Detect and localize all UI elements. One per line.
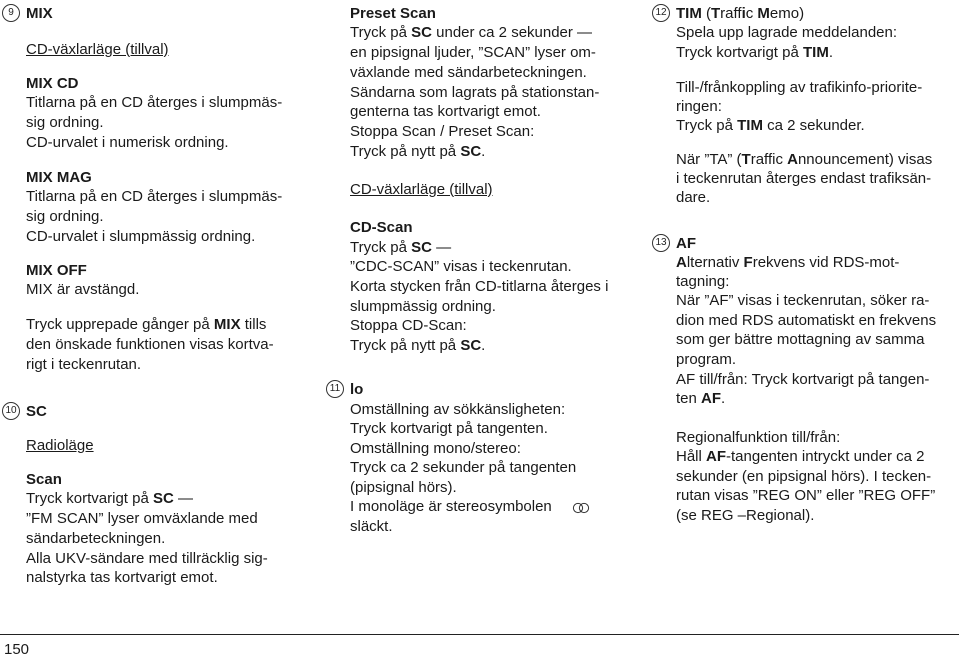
af-line: dion med RDS automatiskt en frekvens bbox=[676, 312, 937, 329]
mix-press-line: den önskade funktionen visas kortva- bbox=[26, 336, 274, 353]
key-sc: SC bbox=[411, 24, 432, 41]
text: TIM bbox=[676, 5, 702, 22]
preset-line bbox=[350, 142, 485, 161]
text: raff bbox=[720, 5, 742, 22]
text: . bbox=[481, 337, 486, 354]
text: . bbox=[828, 44, 833, 61]
text: under ca 2 sekunder — bbox=[431, 24, 593, 41]
item-9-title: MIX bbox=[26, 5, 53, 22]
cd-scan-line: ”CDC-SCAN” visas i teckenrutan. bbox=[350, 258, 572, 275]
key-sc: SC bbox=[460, 143, 482, 160]
af-line: rutan visas ”REG ON” eller ”REG OFF” bbox=[676, 487, 936, 504]
scan-heading: Scan bbox=[26, 471, 62, 488]
text: lternativ bbox=[686, 254, 744, 271]
key-tim: TIM bbox=[737, 117, 763, 134]
lo-line: Omställning av sökkänsligheten: bbox=[350, 401, 566, 418]
af-line: sekunder (en pipsignal hörs). I tecken- bbox=[676, 468, 932, 485]
preset-line: Stoppa Scan / Preset Scan: bbox=[350, 123, 535, 140]
af-line: som ger bättre mottagning av samma bbox=[676, 331, 925, 348]
item-number-12: 12 bbox=[652, 4, 670, 22]
footer-divider bbox=[0, 634, 959, 635]
cd-scan-heading: CD-Scan bbox=[350, 219, 413, 236]
text: F bbox=[743, 254, 753, 271]
text: Tryck på bbox=[676, 117, 738, 134]
mix-cd-line: CD-urvalet i numerisk ordning. bbox=[26, 134, 229, 151]
item-11-title: lo bbox=[350, 381, 364, 398]
tim-line: i teckenrutan återges endast trafiksän- bbox=[676, 170, 932, 187]
text: Tryck på bbox=[350, 24, 412, 41]
cd-scan-line: slumpmässig ordning. bbox=[350, 298, 496, 315]
mix-mag-line: Titlarna på en CD återges i slumpmäs- bbox=[26, 188, 283, 205]
mix-press-line bbox=[26, 315, 266, 334]
text: . bbox=[481, 143, 486, 160]
tim-line bbox=[676, 116, 865, 135]
preset-line bbox=[350, 23, 592, 42]
cd-scan-line bbox=[350, 336, 485, 355]
text: Tryck på nytt på bbox=[350, 337, 461, 354]
lo-line: Tryck ca 2 sekunder på tangenten bbox=[350, 459, 577, 476]
lo-line: Omställning mono/stereo: bbox=[350, 440, 521, 457]
lo-line: (pipsignal hörs). bbox=[350, 479, 457, 496]
key-af: AF bbox=[706, 448, 727, 465]
text: M bbox=[757, 5, 770, 22]
tim-line bbox=[676, 150, 932, 169]
af-line: När ”AF” visas i teckenrutan, söker ra- bbox=[676, 292, 930, 309]
text: tills bbox=[240, 316, 267, 333]
item-13-title: AF bbox=[676, 235, 696, 252]
text: Håll bbox=[676, 448, 707, 465]
stereo-symbol-icon bbox=[572, 502, 590, 514]
af-line: (se REG –Regional). bbox=[676, 507, 815, 524]
lo-line: släckt. bbox=[350, 518, 393, 535]
preset-scan-heading: Preset Scan bbox=[350, 5, 436, 22]
cd-scan-line bbox=[350, 238, 451, 257]
mix-cd-line: sig ordning. bbox=[26, 114, 104, 131]
af-line: Regionalfunktion till/från: bbox=[676, 429, 841, 446]
text: . bbox=[721, 390, 726, 407]
mix-off-line: MIX är avstängd. bbox=[26, 281, 140, 298]
tim-line: ringen: bbox=[676, 98, 722, 115]
scan-line: Alla UKV-sändare med tillräcklig sig- bbox=[26, 550, 268, 567]
cd-changer-mode-link: CD-växlarläge (tillval) bbox=[26, 41, 169, 58]
cd-scan-line: Stoppa CD-Scan: bbox=[350, 317, 467, 334]
mix-cd-heading: MIX CD bbox=[26, 75, 79, 92]
text: nnouncement) visas bbox=[797, 151, 933, 168]
text: ( bbox=[701, 5, 711, 22]
mix-mag-line: sig ordning. bbox=[26, 208, 104, 225]
tim-line bbox=[676, 43, 833, 62]
mix-off-heading: MIX OFF bbox=[26, 262, 87, 279]
key-sc: SC bbox=[411, 239, 432, 256]
item-12-title bbox=[676, 4, 804, 23]
mix-cd-line: Titlarna på en CD återges i slumpmäs- bbox=[26, 94, 283, 111]
text: — bbox=[431, 239, 452, 256]
scan-line bbox=[26, 489, 193, 508]
text: A bbox=[787, 151, 798, 168]
text: c bbox=[745, 5, 758, 22]
key-af: AF bbox=[701, 390, 722, 407]
item-number-10: 10 bbox=[2, 402, 20, 420]
text: Tryck upprepade gånger på bbox=[26, 316, 214, 333]
text: -tangenten intryckt under ca 2 bbox=[726, 448, 925, 465]
page-number: 150 bbox=[4, 641, 30, 658]
scan-line: ”FM SCAN” lyser omväxlande med bbox=[26, 510, 258, 527]
scan-line: nalstyrka tas kortvarigt emot. bbox=[26, 569, 218, 586]
text: Tryck kortvarigt på bbox=[26, 490, 153, 507]
key-tim: TIM bbox=[802, 44, 829, 61]
key-sc: SC bbox=[460, 337, 482, 354]
mix-mag-line: CD-urvalet i slumpmässig ordning. bbox=[26, 228, 256, 245]
text: raffic bbox=[750, 151, 788, 168]
preset-line: växlande med sändarbeteckningen. bbox=[350, 64, 587, 81]
text: ten bbox=[676, 390, 702, 407]
mix-press-line: rigt i teckenrutan. bbox=[26, 356, 142, 373]
af-line bbox=[676, 253, 899, 272]
mix-mag-heading: MIX MAG bbox=[26, 169, 92, 186]
text: Tryck på nytt på bbox=[350, 143, 461, 160]
text: rekvens vid RDS-mot- bbox=[752, 254, 900, 271]
item-10-title: SC bbox=[26, 403, 47, 420]
item-number-9: 9 bbox=[2, 4, 20, 22]
tim-line: Till-/frånkoppling av trafikinfo-priorite- bbox=[676, 79, 923, 96]
text: Tryck på bbox=[350, 239, 412, 256]
key-mix: MIX bbox=[213, 316, 241, 333]
text: i bbox=[741, 5, 746, 22]
text: — bbox=[173, 490, 193, 507]
cd-changer-mode-link: CD-växlarläge (tillval) bbox=[350, 181, 493, 198]
text: emo) bbox=[769, 5, 805, 22]
radio-mode-link: Radioläge bbox=[26, 437, 94, 454]
af-line bbox=[676, 447, 924, 466]
text: A bbox=[676, 254, 687, 271]
cd-scan-line: Korta stycken från CD-titlarna återges i bbox=[350, 278, 609, 295]
tim-line: Spela upp lagrade meddelanden: bbox=[676, 24, 898, 41]
item-number-13: 13 bbox=[652, 234, 670, 252]
lo-line: Tryck kortvarigt på tangenten. bbox=[350, 420, 548, 437]
scan-line: sändarbeteckningen. bbox=[26, 530, 166, 547]
text: T bbox=[711, 5, 721, 22]
key-sc: SC bbox=[152, 490, 174, 507]
lo-line: I monoläge är stereosymbolen bbox=[350, 498, 552, 515]
text: T bbox=[741, 151, 751, 168]
af-line: program. bbox=[676, 351, 737, 368]
text: Tryck kortvarigt på bbox=[676, 44, 803, 61]
preset-line: Sändarna som lagrats på stationstan- bbox=[350, 84, 600, 101]
af-line: AF till/från: Tryck kortvarigt på tangen- bbox=[676, 371, 930, 388]
text: När ”TA” ( bbox=[676, 151, 742, 168]
text: ca 2 sekunder. bbox=[762, 117, 865, 134]
af-line: tagning: bbox=[676, 273, 730, 290]
item-number-11: 11 bbox=[326, 380, 344, 398]
af-line bbox=[676, 389, 725, 408]
tim-line: dare. bbox=[676, 189, 711, 206]
preset-line: genterna tas kortvarigt emot. bbox=[350, 103, 541, 120]
preset-line: en pipsignal ljuder, ”SCAN” lyser om- bbox=[350, 44, 596, 61]
